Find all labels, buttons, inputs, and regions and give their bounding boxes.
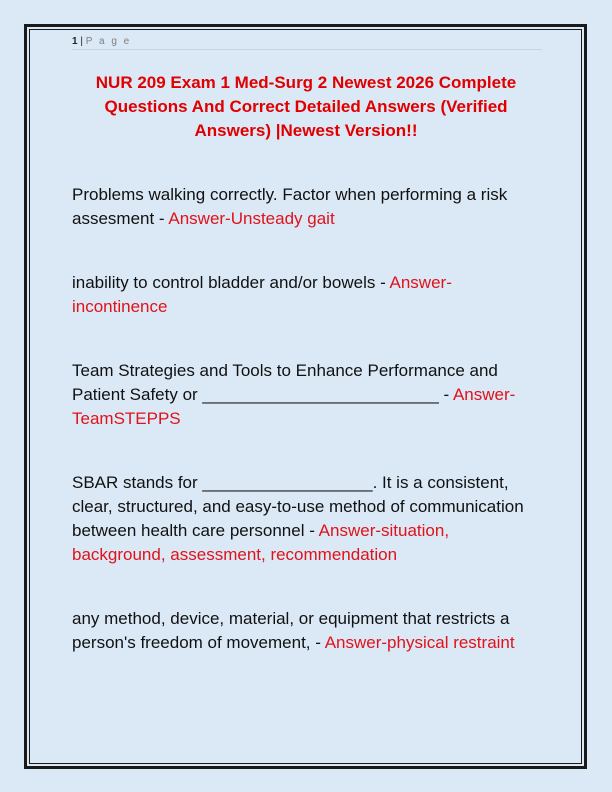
page-separator: | — [80, 36, 83, 47]
question-text: SBAR stands for __________________. It is a consistent, clear, structured, and easy-to-use method of communication between health care personnel - — [72, 473, 524, 540]
qa-item-5 — [72, 607, 542, 655]
answer-text: Answer-physical restraint — [324, 633, 515, 652]
question-text: Problems walking correctly. Factor when performing a risk assesment - — [72, 185, 508, 228]
page-header — [72, 36, 542, 50]
answer-text: Answer-incontinence — [72, 273, 452, 316]
qa-item-2 — [72, 271, 542, 319]
qa-item-4 — [72, 471, 542, 567]
question-text: Team Strategies and Tools to Enhance Performance and Patient Safety or _________________________ - — [72, 361, 498, 404]
qa-item-1 — [72, 183, 542, 231]
question-text: any method, device, material, or equipment that restricts a person's freedom of movement, - — [72, 609, 510, 652]
page-number: 1 — [72, 36, 78, 47]
answer-text: Answer-Unsteady gait — [168, 209, 335, 228]
qa-item-3 — [72, 359, 542, 431]
answer-text: Answer-TeamSTEPPS — [72, 385, 516, 428]
question-text: inability to control bladder and/or bowels - — [72, 273, 390, 292]
page-label: P a g e — [85, 36, 132, 47]
document-title: NUR 209 Exam 1 Med-Surg 2 Newest 2026 Complete Questions And Correct Detailed Answers (Verified Answers) |Newest Version!! — [95, 73, 517, 140]
answer-text: Answer-situation, background, assessment, recommendation — [72, 521, 450, 564]
